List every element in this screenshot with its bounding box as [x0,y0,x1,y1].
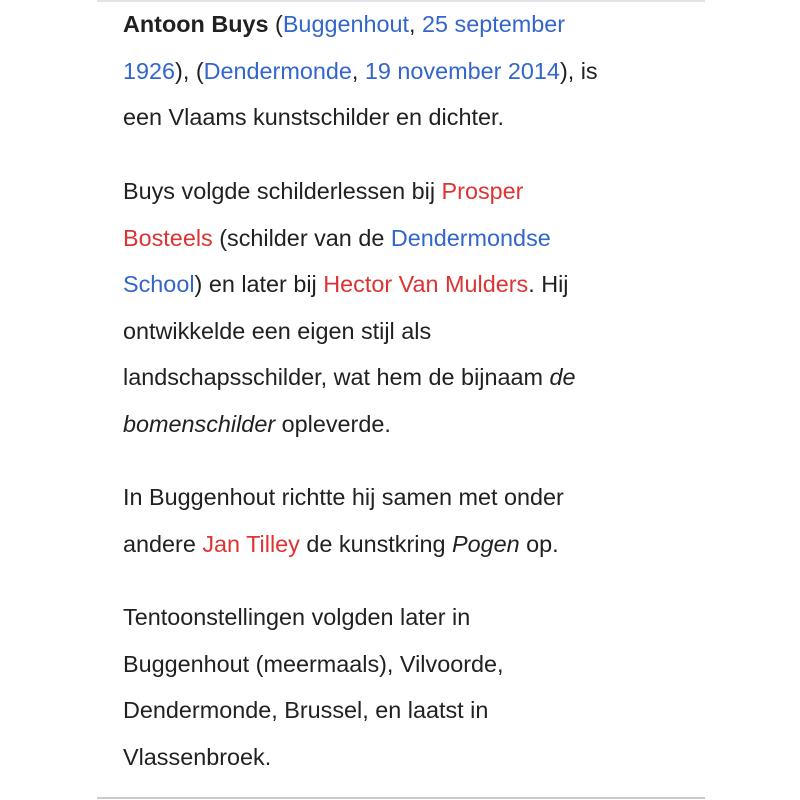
text-line: ontwikkelde een eigen stijl als [123,317,432,344]
art-circle-name: Pogen [451,530,520,557]
link-birth-year[interactable]: 1926 [123,57,176,84]
text-segment: opleverde. [275,410,391,437]
text-segment: landschapsschilder, wat hem de bijnaam [123,364,550,390]
text-segment: (schilder van de [212,224,391,251]
text-line [123,215,683,262]
link-jan-tilley[interactable]: Jan Tilley [202,530,300,557]
article-subject: Antoon Buys [123,11,269,37]
link-death-place[interactable]: Dendermonde [203,57,352,84]
paragraph-art-circle [123,474,683,567]
bottom-divider [97,797,705,799]
text-line [123,261,683,308]
nickname-text: bomenschilder [123,410,276,437]
text-line: Dendermonde, Brussel, en laatst in [123,697,489,723]
link-death-date[interactable]: 19 november 2014 [364,57,560,84]
text-segment: . Hij [528,271,569,297]
text-segment: ), ( [175,57,204,84]
text-segment: op. [519,530,559,557]
link-hector-van-mulders[interactable]: Hector Van Mulders [323,271,529,297]
text-line: Vlassenbroek. [123,743,272,770]
text-segment: ), is [559,57,598,84]
link-prosper-bosteels[interactable]: Prosper [441,178,524,204]
text-segment: Buys volgde schilderlessen bij [123,178,442,204]
nickname-text: de [549,364,576,390]
text-segment: ) en later bij [194,271,324,297]
text-line [123,168,683,215]
text-line [123,1,683,48]
text-line [123,48,683,95]
text-segment: , [351,57,365,84]
text-line: een Vlaams kunstschilder en dichter. [123,104,504,130]
text-line [123,401,683,448]
link-dendermondse-school[interactable]: Dendermondse [390,224,551,251]
text-line: In Buggenhout richtte hij samen met onder [123,484,564,510]
text-line: Tentoonstellingen volgden later in [123,604,471,630]
paragraph-training [123,168,683,447]
text-segment: , [409,11,422,37]
link-birth-place[interactable]: Buggenhout [282,11,409,37]
paragraph-exhibitions [123,594,683,780]
paragraph-intro [123,1,683,141]
text-line [123,354,683,401]
link-birth-date[interactable]: 25 september [422,11,566,37]
text-line [123,521,683,568]
text-segment: andere [123,530,203,557]
text-line: Buggenhout (meermaals), Vilvoorde, [123,650,504,677]
link-dendermondse-school[interactable]: School [123,271,195,297]
link-prosper-bosteels[interactable]: Bosteels [123,224,213,251]
text-segment: ( [268,11,283,37]
text-segment: de kunstkring [299,530,452,557]
